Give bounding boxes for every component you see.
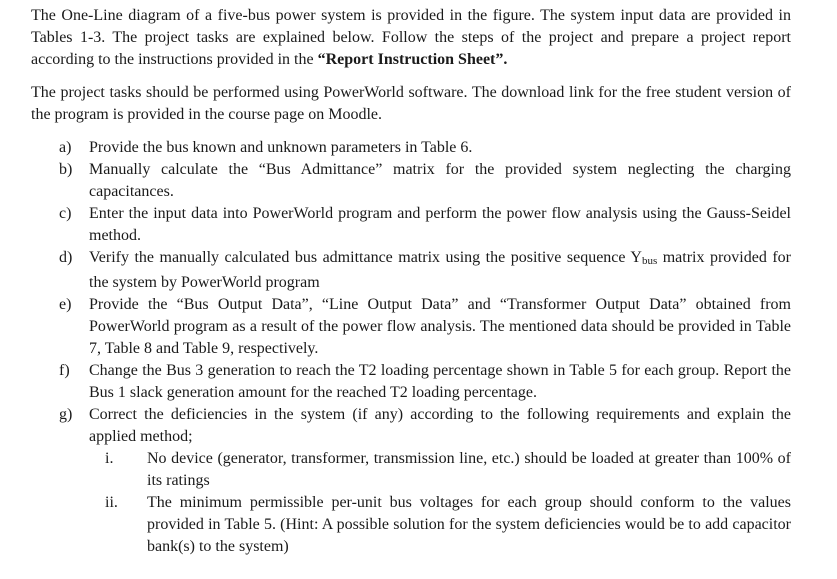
task-item-a — [31, 137, 791, 159]
task-item-g — [31, 404, 791, 448]
report-instruction-sheet-title: “Report Instruction Sheet”. — [317, 51, 508, 68]
task-text: Verify the manually calculated bus admittance matrix using the positive sequence Y — [89, 249, 642, 266]
intro-text: The One-Line diagram of a five-bus power system is provided in the figure. The system input data are provided in Tables 1-3. The project tasks are explained below. Follow the steps of the project and prepare a project report according to the instructions provided in the — [31, 7, 791, 68]
task-marker: f) — [59, 362, 70, 379]
subtask-text: The minimum permissible per-unit bus voltages for each group should conform to the values provided in Table 5. (Hint: A possible solution for the system deficiencies would be to add capacitor bank(s) to the system) — [147, 494, 791, 555]
task-item-d — [31, 247, 791, 294]
task-item-b — [31, 159, 791, 203]
task-marker: e) — [59, 296, 72, 313]
task-marker: a) — [59, 139, 72, 156]
intro-paragraph — [31, 5, 791, 71]
task-marker: g) — [59, 406, 73, 423]
subtask-item-i — [31, 448, 791, 492]
task-item-c — [31, 203, 791, 247]
subtask-marker: ii. — [105, 494, 118, 511]
ybus-subscript: bus — [641, 255, 658, 267]
task-text: Manually calculate the “Bus Admittance” matrix for the provided system neglecting the charging capacitances. — [89, 161, 791, 200]
subtask-text: No device (generator, transformer, transmission line, etc.) should be loaded at greater than 100% of its ratings — [147, 450, 791, 489]
subtask-item-ii — [31, 492, 791, 558]
task-item-f — [31, 360, 791, 404]
task-list — [31, 137, 791, 558]
task-marker: c) — [59, 205, 72, 222]
task-item-e — [31, 294, 791, 360]
task-text: Change the Bus 3 generation to reach the T2 loading percentage shown in Table 5 for each group. Report the Bus 1 slack generation amount for the reached T2 loading percentage. — [89, 362, 791, 401]
software-paragraph: The project tasks should be performed using PowerWorld software. The download link for the free student version of the program is provided in the course page on Moodle. — [31, 84, 791, 123]
task-marker: b) — [59, 161, 73, 178]
task-marker: d) — [59, 249, 73, 266]
task-text: Provide the “Bus Output Data”, “Line Output Data” and “Transformer Output Data” obtained from PowerWorld program as a result of the power flow analysis. The mentioned data should be provided in Table 7, Table 8 and Table 9, respectively. — [89, 296, 791, 357]
task-text: Correct the deficiencies in the system (if any) according to the following requirements and explain the applied method; — [89, 406, 791, 445]
task-text: Provide the bus known and unknown parameters in Table 6. — [89, 139, 473, 156]
task-text-continued: matrix provided for the system by PowerWorld program — [89, 249, 791, 291]
task-text: Enter the input data into PowerWorld program and perform the power flow analysis using the Gauss-Seidel method. — [89, 205, 791, 244]
subtask-marker: i. — [105, 450, 114, 467]
